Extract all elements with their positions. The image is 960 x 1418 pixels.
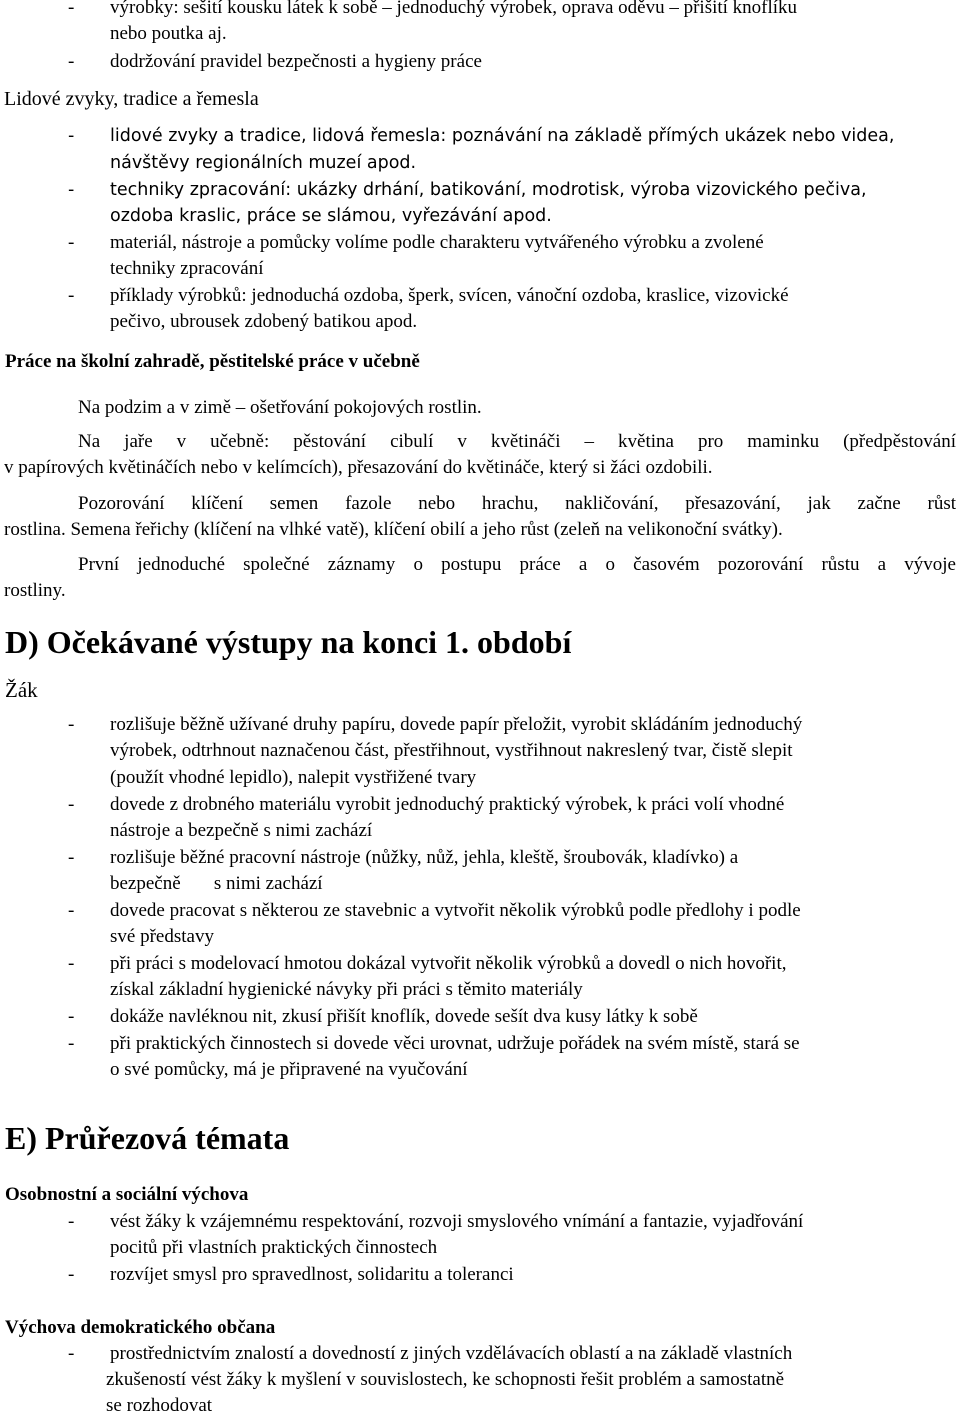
- heading-skolni-zahrada: Práce na školní zahradě, pěstitelské práce v učebně: [5, 351, 420, 372]
- heading-lidove-zvyky: Lidové zvyky, tradice a řemesla: [4, 88, 259, 110]
- heading-vychova-demokratickeho-obcana: Výchova demokratického občana: [5, 1317, 276, 1338]
- paragraph-line: První jednoduché společné záznamy o postupu práce a o časovém pozorování růstu a vývoje: [78, 554, 956, 575]
- section-e-title: E) Průřezová témata: [5, 1120, 290, 1156]
- paragraph-line: Na podzim a v zimě – ošetřování pokojových rostlin.: [78, 397, 482, 418]
- paragraph-line: v papírových květináčích nebo v kelímcích), přesazování do květináče, který si žáci ozdobili.: [4, 457, 713, 478]
- section-d-title: D) Očekávané výstupy na konci 1. období: [5, 624, 572, 660]
- paragraph-line: Pozorování klíčení semen fazole nebo hrachu, nakličování, přesazování, jak začne růst: [78, 493, 956, 514]
- paragraph-line: Na jaře v učebně: pěstování cibulí v květináči – květina pro maminku (předpěstování: [78, 431, 956, 452]
- paragraph-line: rostliny.: [4, 580, 66, 601]
- zak-label: Žák: [5, 678, 38, 702]
- heading-osobnostni-vychova: Osobnostní a sociální výchova: [5, 1184, 249, 1205]
- paragraph-line: rostlina. Semena řeřichy (klíčení na vlhké vatě), klíčení obilí a jeho růst (zeleň na velikonoční svátky).: [4, 519, 783, 540]
